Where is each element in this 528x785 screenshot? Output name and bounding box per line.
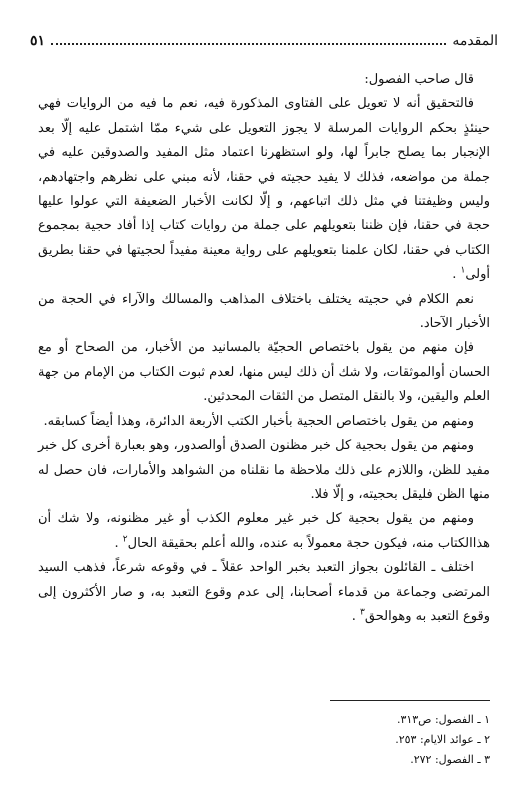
footnote: ١ ـ الفصول: ص٣١٣. (396, 713, 490, 726)
paragraph: فالتحقيق أنه لا تعويل على الفتاوى المذكورة فيه، نعم ما فيه من الروايات فهي حينئذٍ بحكم الروايات المرسلة لا يجوز التعويل على شيء ممّا اشتمل عليه إلّا بعد الإنجبار بما يصلح جابراً لها، ولو استظهرنا اعتماد مثل المفيد والصدوقين عليه في جملة من مواضعه، فذلك لا يفيد حجيته في حقنا، لأنه مبني على نظرهم واجتهادهم، وليس وظيفتنا في مثل ذلك اتباعهم، و إلّا لكانت الأخبار الضعيفة التي عولوا عليها حجة في حقنا، فإن ظننا بتعويلهم على جملة من روايات كتاب إذا أفاد حجية بمجموع الكتاب في حقنا، لكان علمنا بتعويلهم على رواية معينة مفيداً لحجيتها في حقنا بطريق أولى$^١$ . (38, 96, 490, 283)
paragraph: ومنهم من يقول باختصاص الحجية بأخبار الكتب الأربعة الدائرة، وهذا أيضاً كسابقه. (43, 413, 474, 429)
footnote-separator (330, 700, 490, 701)
paragraph: نعم الكلام في حجيته يختلف باختلاف المذاهب والمسالك والآراء في الحجة من الأخبار الآحاد. (38, 291, 490, 332)
footnote: ٢ ـ عوائد الايام: ٢٥٣. (395, 733, 490, 746)
chapter-title: المقدمه (452, 33, 498, 49)
footnote: ٣ ـ الفصول: ٢٧٢. (410, 753, 490, 766)
footnote-ref: ٢ (122, 534, 128, 545)
footnote-ref: ٣ (360, 607, 365, 618)
footnotes (38, 710, 490, 770)
header-leader-dots (51, 33, 446, 45)
paragraph: ومنهم من يقول بحجية كل خبر مظنون الصدق أوالصدور، وهو بعبارة أخرى كل خبر مفيد للظن، واللازم على ذلك ملاحظة ما نقلناه من الشواهد والأمارات، فان حصل له منها الظن فليقل بحجيته، و إلّا فلا. (38, 438, 490, 502)
page-number: ٥١ (30, 33, 46, 49)
running-header (30, 30, 498, 52)
page-body (38, 68, 490, 629)
paragraph-quote-intro: قال صاحب الفصول: (364, 72, 474, 87)
paragraph: ومنهم من يقول بحجية كل خبر غير معلوم الكذب أو غير مظنونه، ولا شك أن هذاالكتاب منه، فيكون حجة معمولاً به عنده، والله أعلم بحقيقة الحال$^٢$ . (38, 511, 490, 551)
paragraph: فإن منهم من يقول باختصاص الحجيّة بالمسانيد من الأخبار، من الصحاح أو مع الحسان أوالموثقات، ولا شك أن ذلك ليس منها، لعدم ثبوت الكتاب من الإمام من جهة العلم واليقين، ولا بالنقل المتصل من الثقات المحدثين. (38, 340, 490, 405)
footnote-ref: ١ (460, 265, 466, 276)
paragraph: اختلف ـ القائلون بجواز التعبد بخبر الواحد عقلاً ـ في وقوعه شرعاً، فذهب السيد المرتضى وجماعة من قدماء أصحابنا، إلى عدم وقوع التعبد به، و صار الأكثرون إلى وقوع التعبد به وهوالحق$^٣$ . (38, 560, 490, 624)
